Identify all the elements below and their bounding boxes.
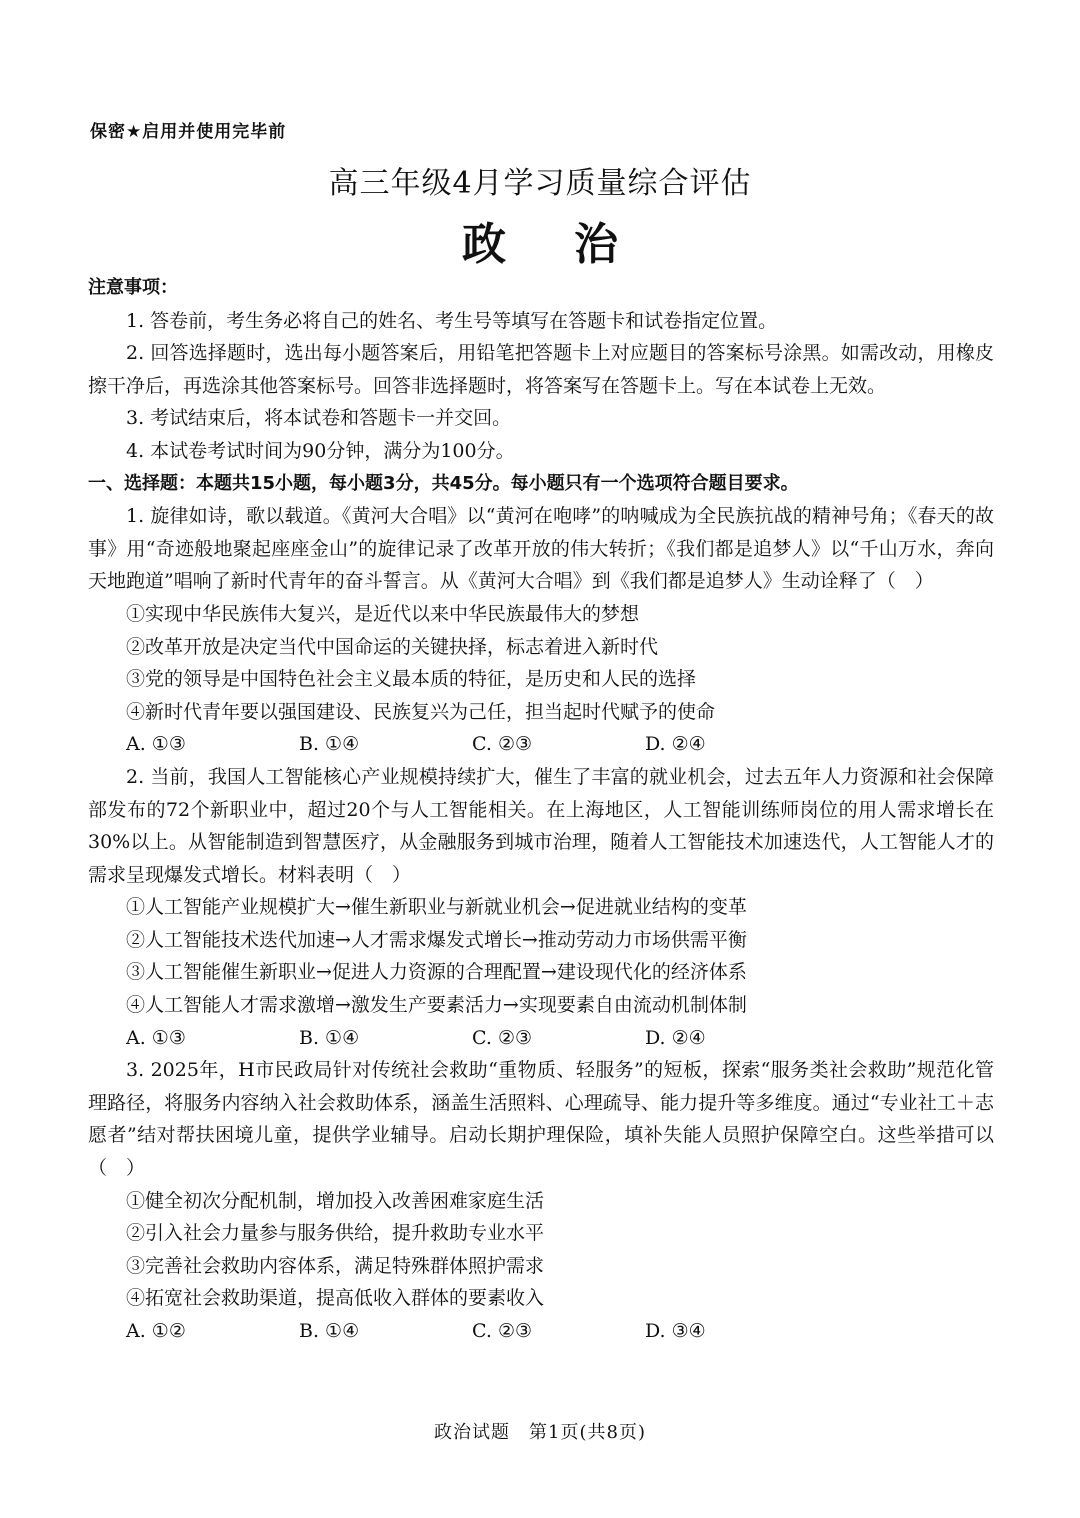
option-d: D. ②④ xyxy=(645,733,706,756)
question-stem: 1. 旋律如诗，歌以载道。《黄河大合唱》以“黄河在咆哮”的呐喊成为全民族抗战的精神号角；《春天的故事》用“奇迹般地聚起座座金山”的旋律记录了改革开放的伟大转折；《我们都是追梦人》以“千山万水，奔向天地跑道”唱响了新时代青年的奋斗誓言。从《黄河大合唱》到《我们都是追梦人》生动诠释了（ ） xyxy=(88,505,994,593)
option-b: B. ①④ xyxy=(299,1320,360,1342)
question-item: ③完善社会救助内容体系，满足特殊群体照护需求 xyxy=(126,1254,545,1277)
question-item: ④拓宽社会救助渠道，提高低收入群体的要素收入 xyxy=(126,1287,545,1310)
notice-item: 2. 回答选择题时，选出每小题答案后，用铅笔把答题卡上对应题目的答案标号涂黑。如需改动，用橡皮擦干净后，再选涂其他答案标号。回答非选择题时，将答案写在答题卡上。写在本试卷上无效。 xyxy=(88,342,994,397)
subject-char: 政 xyxy=(462,219,506,270)
subject-char: 治 xyxy=(574,219,618,270)
notice-item: 4. 本试卷考试时间为90分钟，满分为100分。 xyxy=(126,439,515,462)
question-item: ④人工智能人才需求激增→激发生产要素活力→实现要素自由流动机制体制 xyxy=(126,994,747,1017)
exam-content xyxy=(88,272,994,1348)
question-item: ③人工智能催生新职业→促进人力资源的合理配置→建设现代化的经济体系 xyxy=(126,961,747,984)
question-stem: 2. 当前，我国人工智能核心产业规模持续扩大，催生了丰富的就业机会，过去五年人力资源和社会保障部发布的72个新职业中，超过20个与人工智能相关。在上海地区，人工智能训练师岗位的用人需求增长在30%以上。从智能制造到智慧医疗，从金融服务到城市治理，随着人工智能技术加速迭代，人工智能人才的需求呈现爆发式增长。材料表明（ ） xyxy=(88,765,994,886)
notice-item: 1. 答卷前，考生务必将自己的姓名、考生号等填写在答题卡和试卷指定位置。 xyxy=(126,309,778,332)
answer-options xyxy=(88,1022,994,1055)
option-a: A. ①③ xyxy=(126,1026,186,1049)
question-item: ③党的领导是中国特色社会主义最本质的特征，是历史和人民的选择 xyxy=(126,668,697,691)
question-stem: 3. 2025年，H市民政局针对传统社会救助“重物质、轻服务”的短板，探索“服务类社会救助”规范化管理路径，将服务内容纳入社会救助体系，涵盖生活照料、心理疏导、能力提升等多维度。通过“专业社工＋志愿者”结对帮扶困境儿童，提供学业辅导。启动长期护理保险，填补失能人员照护保障空白。这些举措可以（ ） xyxy=(88,1059,994,1180)
question-item: ④新时代青年要以强国建设、民族复兴为己任，担当起时代赋予的使命 xyxy=(126,700,716,723)
answer-options xyxy=(88,1315,994,1348)
option-d: D. ②④ xyxy=(645,1026,706,1049)
question-item: ②改革开放是决定当代中国命运的关键抉择，标志着进入新时代 xyxy=(126,635,659,658)
option-c: C. ②③ xyxy=(472,733,533,756)
page-footer: 政治试题 第1页(共8页) xyxy=(434,1422,646,1443)
confidential-label: 保密★启用并使用完毕前 xyxy=(90,122,287,142)
question-item: ②人工智能技术迭代加速→人才需求爆发式增长→推动劳动力市场供需平衡 xyxy=(126,928,747,951)
question-item: ①健全初次分配机制，增加投入改善困难家庭生活 xyxy=(126,1189,545,1212)
subject-title xyxy=(0,208,1080,272)
answer-options xyxy=(88,728,994,761)
question-item: ①人工智能产业规模扩大→催生新职业与新就业机会→促进就业结构的变革 xyxy=(126,896,747,919)
option-b: B. ①④ xyxy=(299,1026,360,1049)
notice-item: 3. 考试结束后，将本试卷和答题卡一并交回。 xyxy=(126,407,512,430)
option-c: C. ②③ xyxy=(472,1026,533,1049)
option-d: D. ③④ xyxy=(645,1320,706,1342)
question-item: ①实现中华民族伟大复兴，是近代以来中华民族最伟大的梦想 xyxy=(126,602,640,625)
option-b: B. ①④ xyxy=(299,733,360,756)
option-c: C. ②③ xyxy=(472,1320,533,1342)
question-2 xyxy=(88,761,994,1054)
option-a: A. ①② xyxy=(126,1320,186,1342)
option-a: A. ①③ xyxy=(126,733,186,756)
question-1 xyxy=(88,500,994,761)
question-item: ②引入社会力量参与服务供给，提升救助专业水平 xyxy=(126,1222,545,1245)
question-3 xyxy=(88,1054,994,1347)
exam-title: 高三年级4月学习质量综合评估 xyxy=(328,166,752,201)
section-heading: 一、选择题：本题共15小题，每小题3分，共45分。每小题只有一个选项符合题目要求。 xyxy=(88,472,799,494)
notice-heading: 注意事项： xyxy=(88,277,178,298)
